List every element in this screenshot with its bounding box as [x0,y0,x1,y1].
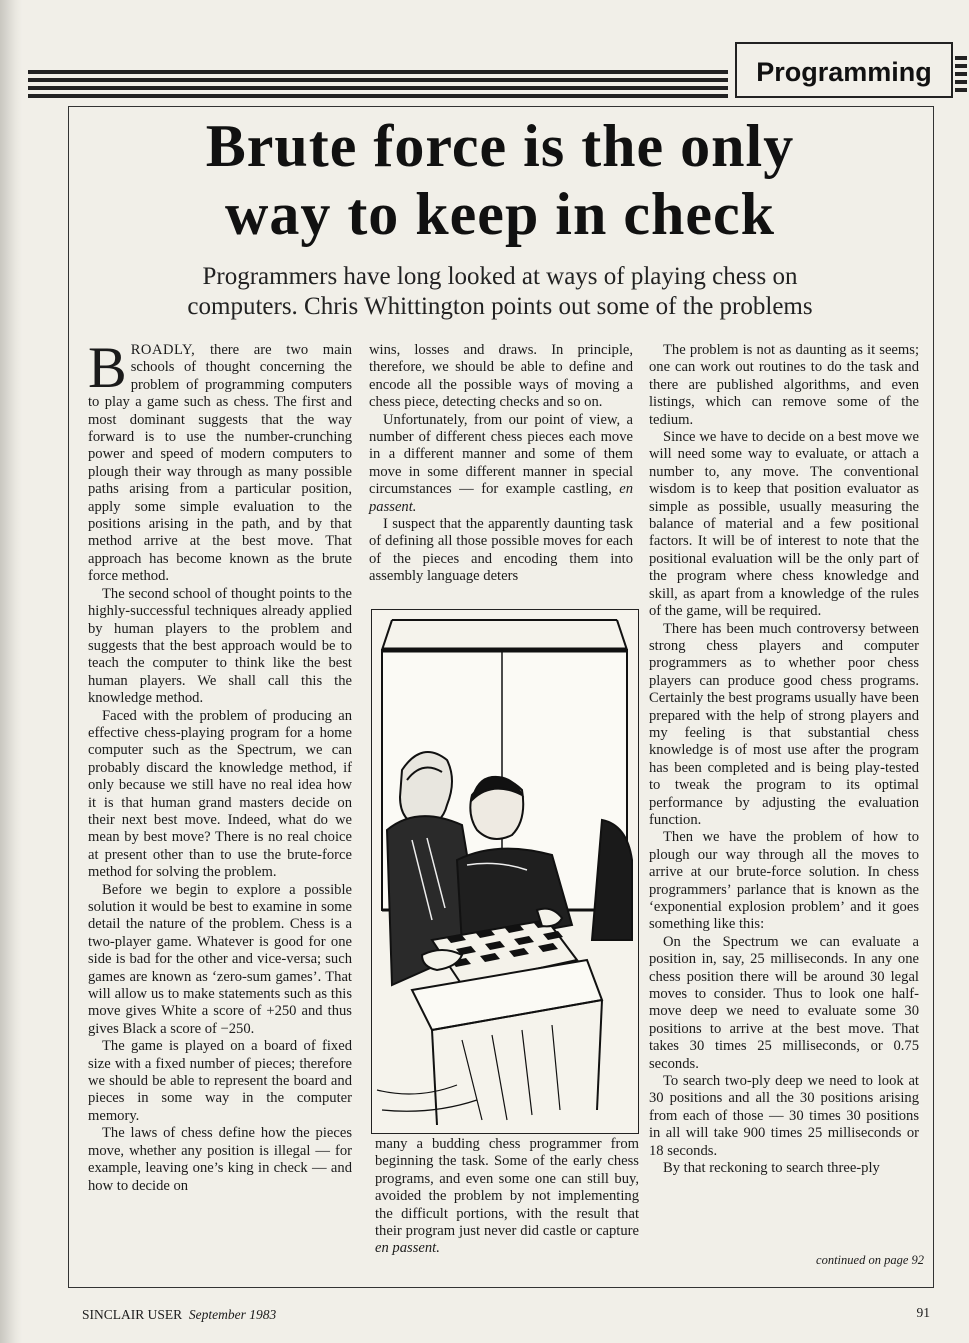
paragraph: On the Spectrum we can evaluate a position in, say, 25 milliseconds. In any one chess position there will be around 30 legal moves to consider. Thus to look one half-move deep we need to evaluate some 30 positions to arrive at the best move. That takes 30 times 25 milliseconds, or 0.75 seconds. [649,933,919,1072]
text-column-1 [88,335,352,1195]
headline-line-2: way to keep in check [225,181,775,247]
drop-cap: B [88,335,127,400]
paragraph: The second school of thought points to the highly-successful techniques already applied by human players to the problem and suggests that the best approach would be to teach the computer to think like the best human players. We shall call this the knowledge method. [88,585,352,707]
paragraph: Before we begin to explore a possible solution it would be best to examine in some detail the nature of the problem. Chess is a two-player game. Whatever is good for one side is bad for the other and vice-versa; such games are known as ‘zero-sum games’. That will allow us to make statements such as this move gives White a score of +250 and thus gives Black a score of −250. [88,881,352,1037]
paragraph-text: there are two main schools of thought concerning the problem of programming computers to play a game such as chess. The first and most dominant suggests that the way forward is to use the number-crunching power and speed of modern computers to plough their way through as many possible paths arising from a particular position, apply some simple evaluation to the positions arising in the path, and by that method arrive at the best move. That approach has become known as the brute force method. [88,342,352,585]
paragraph: Then we have the problem of how to plough our way through all the moves to arrive at our brute-force solution. In chess programmers’ parlance that is known as the ‘exponential explosion problem’ and it goes something like this: [649,829,919,933]
paragraph: To search two-ply deep we need to look at 30 positions and all the 30 positions arising from each of those — 30 times 30 positions in all will take 900 times 25 milliseconds or 18 seconds. [649,1073,919,1159]
paragraph [369,412,633,516]
paragraph [88,335,352,586]
paragraph [375,1136,639,1258]
paragraph-text: many a budding chess programmer from beginning the task. Some of the early chess programs, and even some one can still buy, avoided the problem by not implementing the difficult portions, with the result that their program just never did castle or capture [375,1136,639,1240]
paragraph: I suspect that the apparently daunting task of defining all those possible moves for each of the pieces and encoding them into assembly language deters [369,516,633,585]
text-column-2-continued [375,1136,639,1258]
standfirst-line-2: computers. Chris Whittington points out some of the problems [187,293,813,320]
section-label: Programming [735,42,953,98]
header-rule [28,70,728,74]
italic-term: en passent. [375,1240,440,1257]
paragraph-text: Unfortunately, from our point of view, a number of different chess pieces each move in a different manner and some of them move in some different manner in special circumstances — for example castling, [369,411,633,498]
paragraph: The game is played on a board of fixed size with a fixed number of pieces; therefore we should be able to represent the board and pieces in some way in the computer memory. [88,1038,352,1124]
paragraph: Faced with the problem of producing an effective chess-playing program for a home computer such as the Spectrum, we can probably discard the knowledge method, if only because we still have no real idea how it is that human grand masters decide on their next best move. Indeed, what do we mean by best move? There is no real choice at present other than to use the brute-force method for solving the problem. [88,707,352,881]
paragraph: Since we have to decide on a best move we will need some way to evaluate, or attach a number to, any move. The conventional wisdom is to keep that position evaluator as simple as possible, usually measuring the balance of material and a few positional factors. It will be of interest to note that the positional evaluation will be the only part of the program where chess knowledge and skill, as apart from a knowledge of the rules of the game, will be required. [649,429,919,620]
paragraph: By that reckoning to search three-ply [663,1160,880,1177]
paragraph: There has been much controversy between strong chess players and computer programmers as to whether poor chess players can produce good chess programs. Certainly the best programs usually have been prepared with the help of strong players and my feeling is that substantial chess knowledge is of most use after the program has been completed and is being play-tested to tweak the program to its optimal performance by adjusting the evaluation function. [649,620,919,828]
illustration-drawing [372,610,637,1132]
header-rule-right [955,72,967,76]
footer-publication [82,1307,276,1323]
header-rule-right [955,80,967,84]
magazine-name: SINCLAIR USER [82,1307,183,1322]
article-headline [80,112,920,248]
header-rule [28,86,728,90]
header-rule-right [955,64,967,68]
headline-line-1: Brute force is the only [205,113,795,179]
header-rule [28,94,728,98]
lead-in: ROADLY, [130,342,196,358]
italic-term: en passent. [369,481,633,515]
standfirst-line-1: Programmers have long looked at ways of playing chess on [202,263,798,290]
chess-players-illustration [371,609,639,1134]
issue-date: September 1983 [188,1307,277,1322]
paragraph: The laws of chess define how the pieces move, whether any position is illegal — for example, leaving one’s king in check — and how to decide on [88,1125,352,1194]
header-rule-right [955,56,967,60]
header-rule-right [955,88,967,92]
article-standfirst [90,262,910,322]
continued-note: continued on page 92 [816,1253,924,1267]
page-number: 91 [916,1305,930,1320]
paragraph: The problem is not as daunting as it seems; one can work out routines to do the task and there are published algorithms, and even listings, which can remove some of the tedium. [649,342,919,428]
page-gutter-shadow [0,0,22,1343]
text-column-2 [369,342,633,586]
text-column-3 [649,342,919,1178]
paragraph: wins, losses and draws. In principle, therefore, we should be able to define and encode all the possible ways of moving a chess piece, detecting checks and so on. [369,342,633,411]
header-rule [28,78,728,82]
